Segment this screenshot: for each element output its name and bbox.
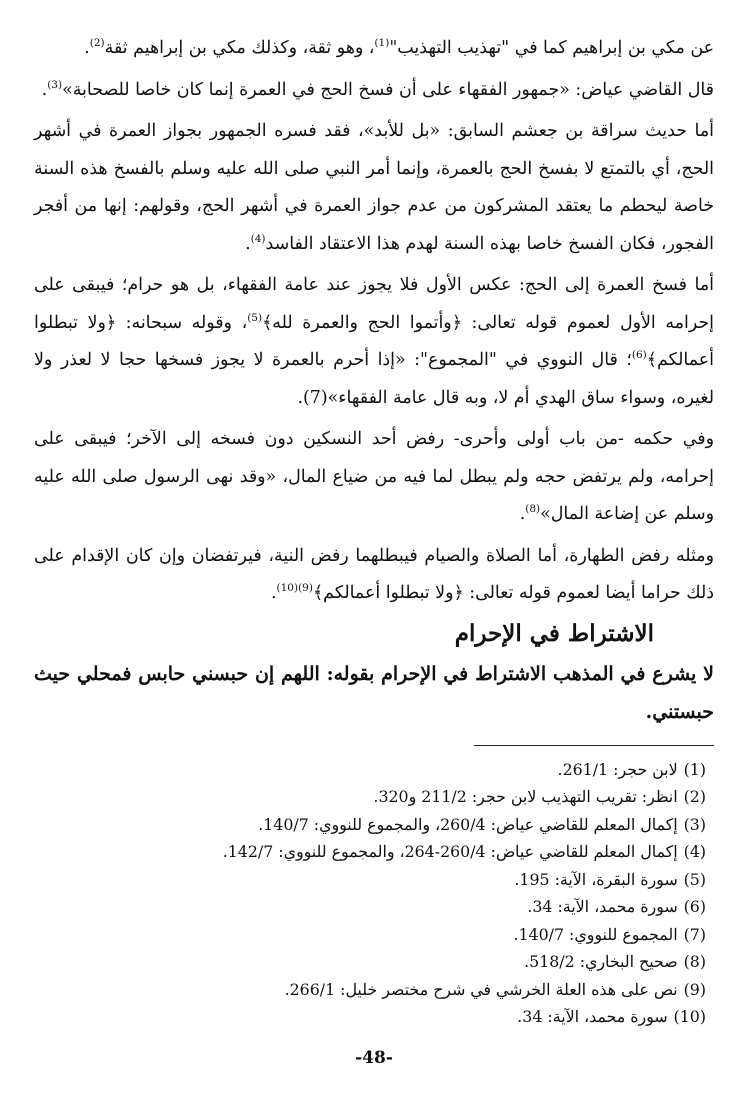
paragraph-text: . <box>519 504 526 524</box>
footnote-number: (7) <box>683 924 706 944</box>
paragraph-text: . <box>41 79 48 100</box>
footnote-item <box>34 948 706 976</box>
footnote-text: لابن حجر: 261/1. <box>557 759 678 779</box>
paragraph-text: ؛ قال النووي في "المجموع": «إذا أحرم بالعمرة لا يجوز فسخها حجا لا لعذر ولا لغيره، وسواء ساق الهدي أم لا، وبه قال عامة الفقهاء»(7). <box>34 350 714 408</box>
footnote-separator <box>474 745 714 746</box>
footnote-text: انظر: تقريب التهذيب لابن حجر: 211/2 و320. <box>373 787 678 806</box>
footnote-text: سورة محمد، الآية: 34. <box>527 897 678 916</box>
footnote-ref[interactable]: (2) <box>89 37 105 50</box>
paragraph-text: ، وقوله سبحانه: ﴿ولا تبطلوا أعمالكم﴾ <box>34 312 714 370</box>
paragraph-text: ومثله رفض الطهارة، أما الصلاة والصيام فيبطلهما رفض النية، فيرتفضان وإن كان الإقدام على ذلك حراما أيضا لعموم قوله تعالى: ﴿ولا تبطلوا أعمالكم﴾ <box>34 545 714 603</box>
footnote-ref[interactable]: (3) <box>47 78 63 91</box>
footnote-number: (6) <box>683 897 706 916</box>
footnote-text: نص على هذه العلة الخرشي في شرح مختصر خليل: 266/1. <box>284 979 678 999</box>
footnote-number: (3) <box>683 814 706 834</box>
footnote-text: صحيح البخاري: 518/2. <box>524 952 678 971</box>
paragraph-text: ، وهو ثقة، وكذلك مكي بن إبراهيم ثقة <box>104 38 375 58</box>
paragraph-6 <box>34 538 714 613</box>
footnote-text: المجموع للنووي: 140/7. <box>513 924 678 944</box>
footnote-item <box>34 866 706 894</box>
footnote-ref[interactable]: (8) <box>525 503 541 516</box>
footnote-item <box>34 1003 706 1031</box>
footnote-ref[interactable]: (6) <box>631 349 647 362</box>
footnote-item <box>34 838 706 866</box>
footnote-ref[interactable]: (5) <box>247 311 263 324</box>
paragraph-text: . <box>270 583 277 603</box>
footnote-item <box>34 783 706 811</box>
page-number: -48- <box>355 1048 393 1068</box>
section-heading: الاشتراط في الإحرام <box>454 619 654 647</box>
footnote-number: (4) <box>683 842 706 861</box>
footnote-ref[interactable]: (9)(10) <box>276 582 313 595</box>
paragraph-text: عن مكي بن إبراهيم كما في "تهذيب التهذيب" <box>389 38 714 58</box>
paragraph-text: أما حديث سراقة بن جعشم السابق: «بل للأبد»، فقد فسره الجمهور بجواز العمرة في أشهر الحج، أي بالتمتع لا بفسخ الحج بالعمرة، وإنما أمر النبي صلى الله عليه وسلم بالفسخ هذه السنة خاصة ليحطم ما يعتقد المشركون من عدم جواز العمرة في أشهر الحج، وقولهم: إنها من أفجر الفجور، فكان الفسخ خاصا بهذه السنة لهدم هذا الاعتقاد الفاسد <box>34 121 714 254</box>
footnote-number: (5) <box>683 869 706 889</box>
footnote-text: إكمال المعلم للقاضي عياض: 260/4، والمجموع للنووي: 140/7. <box>258 814 678 834</box>
footnote-item <box>34 893 706 921</box>
footnote-text: سورة البقرة، الآية: 195. <box>514 869 678 889</box>
paragraph-text: أما فسخ العمرة إلى الحج: عكس الأول فلا يجوز عند عامة الفقهاء، بل هو حرام؛ فيبقى على إحرامه الأول لعموم قوله تعالى: ﴿وأتموا الحج والعمرة لله﴾ <box>34 275 714 333</box>
footnote-item <box>34 921 706 949</box>
footnote-item <box>34 756 706 784</box>
paragraph-1 <box>34 30 714 68</box>
paragraph-4 <box>34 267 714 417</box>
paragraph-3 <box>34 113 714 263</box>
footnote-text: إكمال المعلم للقاضي عياض: 260/4-264، والمجموع للنووي: 142/7. <box>222 842 678 861</box>
paragraph-5 <box>34 421 714 534</box>
footnote-item <box>34 811 706 839</box>
paragraph-text: وفي حكمه -من باب أولى وأحرى- رفض أحد النسكين دون فسخه إلى الآخر؛ فيبقى على إحرامه، ولم يرتفض حجه ولم يبطل لما فيه من ضياع المال، «وقد نهى الرسول صلى الله عليه وسلم عن إضاعة المال» <box>34 429 714 524</box>
footnote-number: (1) <box>683 759 706 779</box>
footnote-number: (2) <box>683 787 706 806</box>
paragraph-text: . <box>245 233 251 254</box>
paragraph-text: قال القاضي عياض: «جمهور الفقهاء على أن فسخ الحج في العمرة إنما كان خاصا للصحابة» <box>62 79 714 100</box>
page-body <box>34 30 714 1031</box>
footnote-number: (10) <box>673 1007 706 1026</box>
paragraph-2 <box>34 72 714 110</box>
footnote-ref[interactable]: (4) <box>250 232 266 245</box>
footnote-number: (9) <box>683 979 706 999</box>
rule-statement: لا يشرع في المذهب الاشتراط في الإحرام بقوله: اللهم إن حبسني حابس فمحلي حيث حبستني. <box>34 662 714 723</box>
footnotes-list <box>34 756 714 1031</box>
footnote-ref[interactable]: (1) <box>374 37 390 50</box>
paragraph-text: . <box>84 38 90 58</box>
footnote-item <box>34 976 706 1004</box>
footnote-text: سورة محمد، الآية: 34. <box>517 1007 668 1026</box>
footnote-number: (8) <box>683 952 706 971</box>
